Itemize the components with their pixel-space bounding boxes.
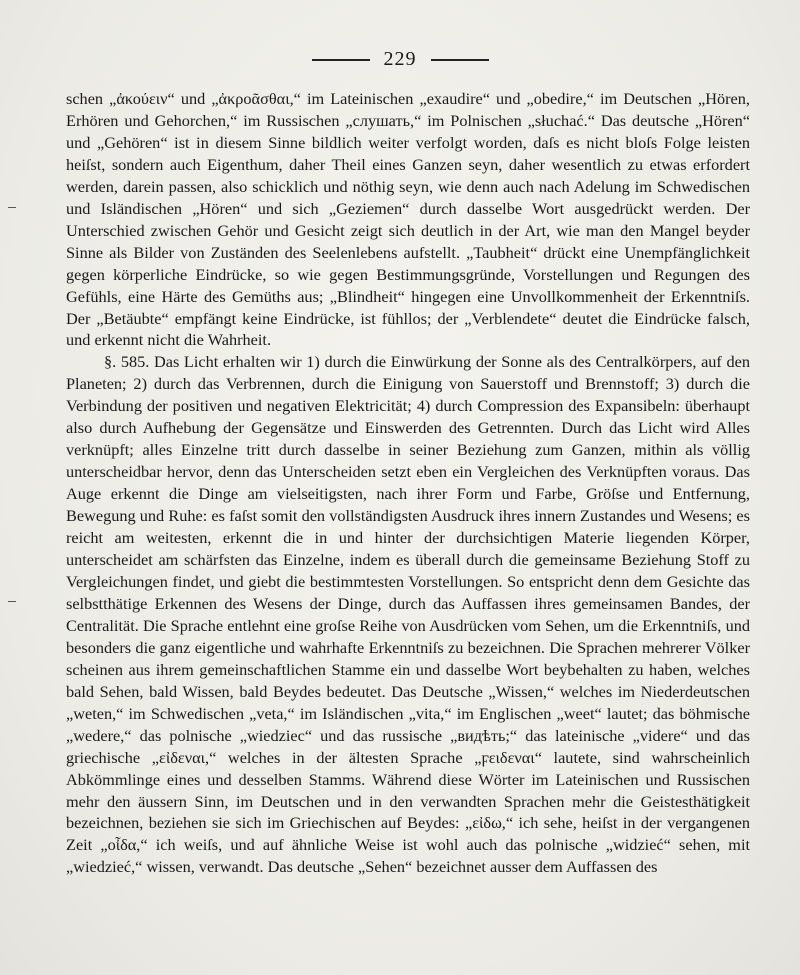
body-text — [66, 88, 750, 878]
paragraph-section-585: §. 585. Das Licht erhalten wir 1) durch die Einwürkung der Sonne als des Centralkörpers, auf den Planeten; 2) durch das Verbrennen, durch die Einigung von Sauerstoff und Brennstoff; 3) durch die Verbindung der positiven und negativen Elektricität; 4) durch Compression des Expansibeln: überhaupt also durch Aufhebung der Gegensätze und Einswerden des Getrennten. Durch das Licht wird Alles verknüpft; alles Einzelne tritt durch dasselbe in seiner Beziehung zum Ganzen, mithin als völlig unterscheidbar hervor, denn das Unterscheiden setzt eben ein Vergleichen des Verknüpften voraus. Das Auge erkennt die Dinge am vielseitigsten, nach ihrer Form und Farbe, Gröſse und Entfernung, Bewegung und Ruhe: es faſst somit den vollständigsten Ausdruck ihres innern Zustandes und Wesens; es reicht am weitesten, erkennt die in und hinter der durchsichtigen Materie liegenden Körper, unterscheidet am schärfsten das Einzelne, indem es überall durch die gemeinsame Beziehung Stoff zu Vergleichungen findet, und giebt die bestimmtesten Vorstellungen. So entspricht denn dem Gesichte das selbstthätige Erkennen des Wesens der Dinge, durch das Auffassen ihres gemeinsamen Bandes, der Centralität. Die Sprache entlehnt eine groſse Reihe von Ausdrücken vom Sehen, um die Erkenntniſs, und besonders die ganz eigentliche und wahrhafte Erkenntniſs zu bezeichnen. Die Sprachen mehrerer Völker scheinen aus ihrem gemeinschaftlichen Stamme ein und dasselbe Wort beybehalten zu haben, welches bald Sehen, bald Wissen, bald Beydes bedeutet. Das Deutsche „Wissen,“ welches im Niederdeutschen „weten,“ im Schwedischen „veta,“ im Isländischen „vita,“ im Englischen „weet“ lautet; das böhmische „wedere,“ das polnische „wiedziec“ und das russische „видѣть;“ das lateinische „videre“ und das griechische „εἰδεναι,“ welches in der ältesten Sprache „ϝειδεναι“ lautete, sind wahrscheinlich Abkömmlinge eines und desselben Stamms. Während diese Wörter im Lateinischen und Russischen mehr den äussern Sinn, im Deutschen und in den verwandten Sprachen mehr die Geistesthätigkeit bezeichnen, beziehen sie sich im Griechischen auf Beydes: „εἰδω,“ ich sehe, heiſst in der vergangenen Zeit „οἶδα,“ ich weiſs, und auf ähnliche Weise ist wohl auch das polnische „widzieć“ sehen, mit „wiedzieć,“ wissen, verwandt. Das deutsche „Sehen“ bezeichnet ausser dem Auffassen des — [66, 352, 750, 877]
margin-mark — [8, 207, 16, 208]
header-rule-left — [312, 59, 370, 61]
page-number: 229 — [383, 48, 417, 70]
margin-mark — [8, 601, 16, 602]
page-header — [0, 48, 800, 71]
header-rule-right — [431, 59, 489, 61]
paragraph-continuation: schen „ἀκούειν“ und „ἀκροᾶσθαι,“ im Lateinischen „exaudire“ und „obedire,“ im Deutschen „Hören, Erhören und Gehorchen,“ im Russischen „слушать,“ im Polnischen „słuchać.“ Das deutsche „Hören“ und „Gehören“ ist in diesem Sinne bildlich weiter verfolgt worden, daſs es nicht bloſs Folge leisten heiſst, sondern auch Eigenthum, daher Theil eines Ganzen seyn, daher wesentlich zu etwas erfordert werden, darein passen, also schicklich und nöthig seyn, wie denn auch nach Adelung im Schwedischen und Isländischen „Hören“ und sich „Geziemen“ durch dasselbe Wort ausgedrückt werden. Der Unterschied zwischen Gehör und Gesicht zeigt sich deutlich in der Art, wie man den Mangel beyder Sinne als Bilder von Zuständen des Seelenlebens aufstellt. „Taubheit“ drückt eine Unempfänglichkeit gegen körperliche Eindrücke, so wie gegen Bestimmungsgründe, Vorstellungen und Regungen des Gefühls, eine Härte des Gemüths aus; „Blindheit“ hingegen eine Unvollkommenheit der Erkenntniſs. Der „Betäubte“ empfängt keine Eindrücke, ist fühllos; der „Verblendete“ deutet die Eindrücke falsch, und erkennt nicht die Wahrheit. — [66, 89, 750, 350]
